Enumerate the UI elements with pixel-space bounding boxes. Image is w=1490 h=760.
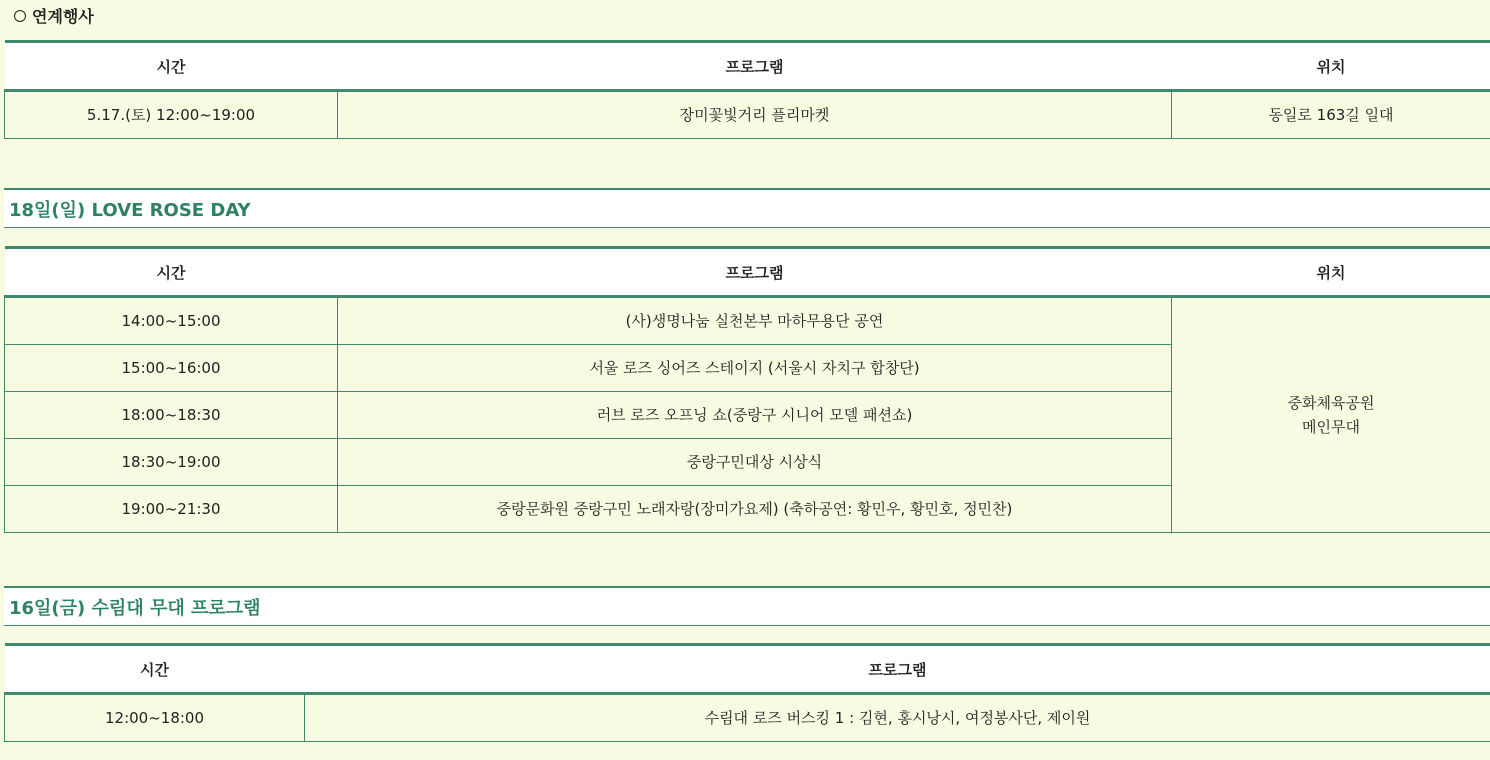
love-rose-day-table	[4, 246, 1490, 533]
cell-program: (사)생명나눔 실천본부 마하무용단 공연	[338, 297, 1172, 345]
header-location: 위치	[1172, 248, 1490, 297]
day-title-16: 16일(금) 수림대 무대 프로그램	[4, 586, 1490, 626]
cell-program: 러브 로즈 오프닝 쇼(중랑구 시니어 모델 패션쇼)	[338, 392, 1172, 439]
header-time: 시간	[5, 42, 338, 91]
header-time: 시간	[5, 248, 338, 297]
cell-program: 장미꽃빛거리 플리마켓	[338, 91, 1172, 139]
cell-time: 18:30~19:00	[5, 439, 338, 486]
related-events-table	[4, 40, 1490, 139]
cell-time: 18:00~18:30	[5, 392, 338, 439]
header-program: 프로그램	[305, 645, 1490, 694]
table-row	[5, 297, 1490, 345]
cell-time: 19:00~21:30	[5, 486, 338, 533]
header-location: 위치	[1172, 42, 1490, 91]
table-row	[5, 91, 1490, 139]
section-heading-text: 연계행사	[32, 7, 94, 26]
cell-program: 서울 로즈 싱어즈 스테이지 (서울시 자치구 합창단)	[338, 345, 1172, 392]
table-row	[5, 694, 1490, 742]
cell-program: 중랑문화원 중랑구민 노래자랑(장미가요제) (축하공연: 황민우, 황민호, 정민찬)	[338, 486, 1172, 533]
cell-location: 동일로 163길 일대	[1172, 91, 1490, 139]
header-program: 프로그램	[338, 42, 1172, 91]
cell-time: 15:00~16:00	[5, 345, 338, 392]
cell-location-merged: 중화체육공원 메인무대	[1172, 297, 1490, 533]
cell-program: 중랑구민대상 시상식	[338, 439, 1172, 486]
surimdae-stage-table	[4, 643, 1490, 742]
cell-time: 5.17.(토) 12:00~19:00	[5, 91, 338, 139]
cell-time: 12:00~18:00	[5, 694, 305, 742]
header-program: 프로그램	[338, 248, 1172, 297]
section-heading-related-events	[14, 4, 94, 27]
day-title-18: 18일(일) LOVE ROSE DAY	[4, 188, 1490, 228]
header-time: 시간	[5, 645, 305, 694]
cell-program: 수림대 로즈 버스킹 1 : 김현, 홍시낭시, 여정봉사단, 제이원	[305, 694, 1490, 742]
cell-time: 14:00~15:00	[5, 297, 338, 345]
circle-icon	[14, 10, 26, 22]
